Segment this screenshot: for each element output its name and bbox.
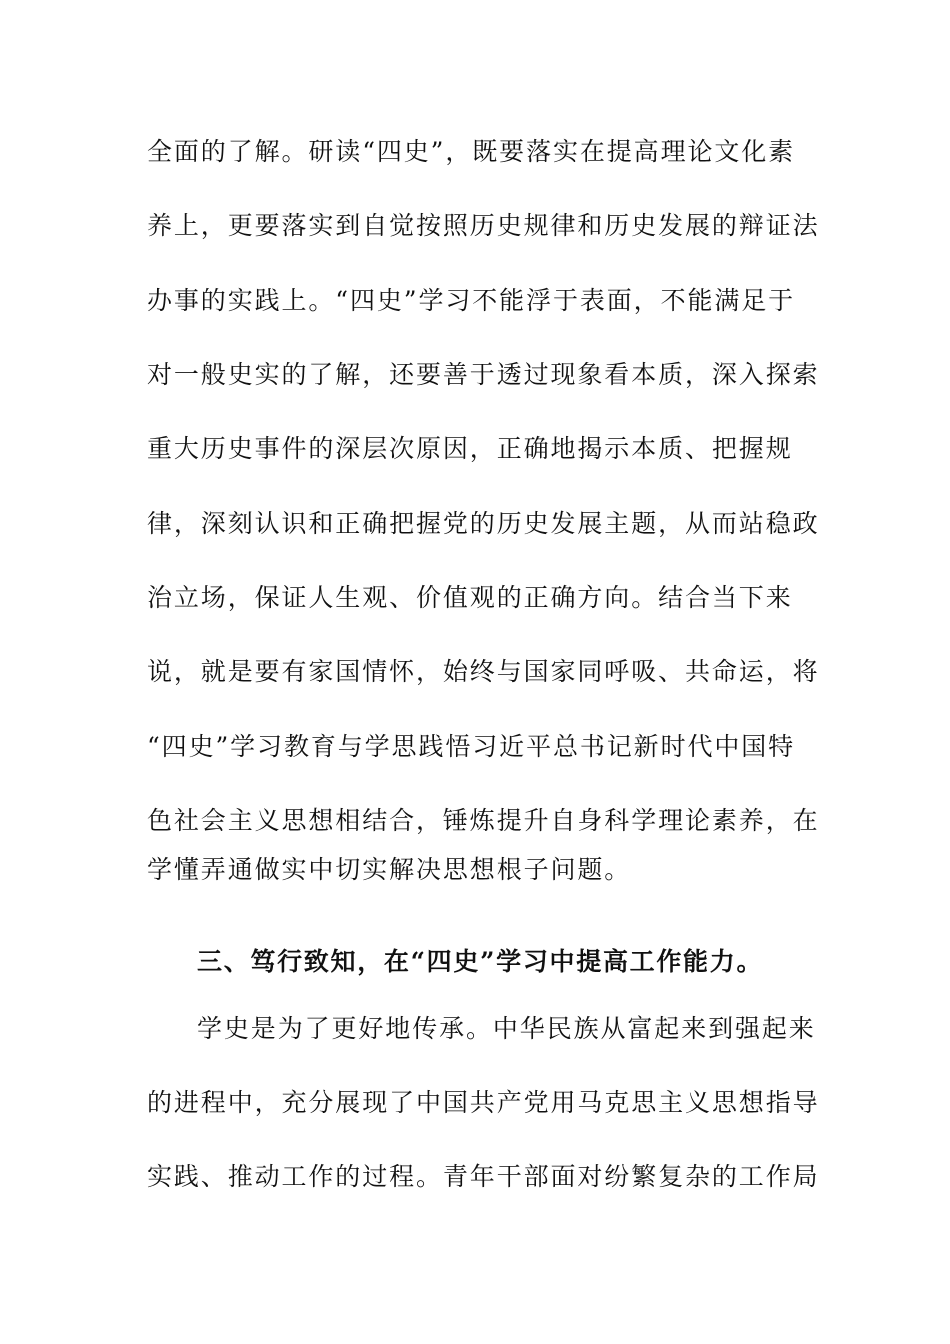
paragraph-line: 治立场，保证人生观、价值观的正确方向。结合当下来 <box>147 583 793 612</box>
paragraph-line: 说，就是要有家国情怀，始终与国家同呼吸、共命运，将 <box>147 657 820 686</box>
paragraph-line: 学懂弄通做实中切实解决思想根子问题。 <box>147 855 632 884</box>
paragraph-line: 对一般史实的了解，还要善于透过现象看本质，深入探索 <box>147 360 820 389</box>
paragraph-line: 重大历史事件的深层次原因，正确地揭示本质、把握规 <box>147 434 793 463</box>
paragraph-line: 学史是为了更好地传承。中华民族从富起来到强起来 <box>197 1014 816 1043</box>
paragraph-line: 养上，更要落实到自觉按照历史规律和历史发展的辩证法 <box>147 211 820 240</box>
paragraph-line: “四史”学习教育与学思践悟习近平总书记新时代中国特 <box>147 732 796 761</box>
paragraph-line: 的进程中，充分展现了中国共产党用马克思主义思想指导 <box>147 1088 820 1117</box>
section-heading: 三、笃行致知，在“四史”学习中提高工作能力。 <box>197 947 764 976</box>
paragraph-line: 实践、推动工作的过程。青年干部面对纷繁复杂的工作局 <box>147 1162 820 1191</box>
paragraph-line: 办事的实践上。“四史”学习不能浮于表面，不能满足于 <box>147 286 796 315</box>
paragraph-line: 色社会主义思想相结合，锤炼提升自身科学理论素养，在 <box>147 806 820 835</box>
paragraph-line: 全面的了解。研读“四史”，既要落实在提高理论文化素 <box>147 137 796 166</box>
paragraph-line: 律，深刻认识和正确把握党的历史发展主题，从而站稳政 <box>147 509 820 538</box>
